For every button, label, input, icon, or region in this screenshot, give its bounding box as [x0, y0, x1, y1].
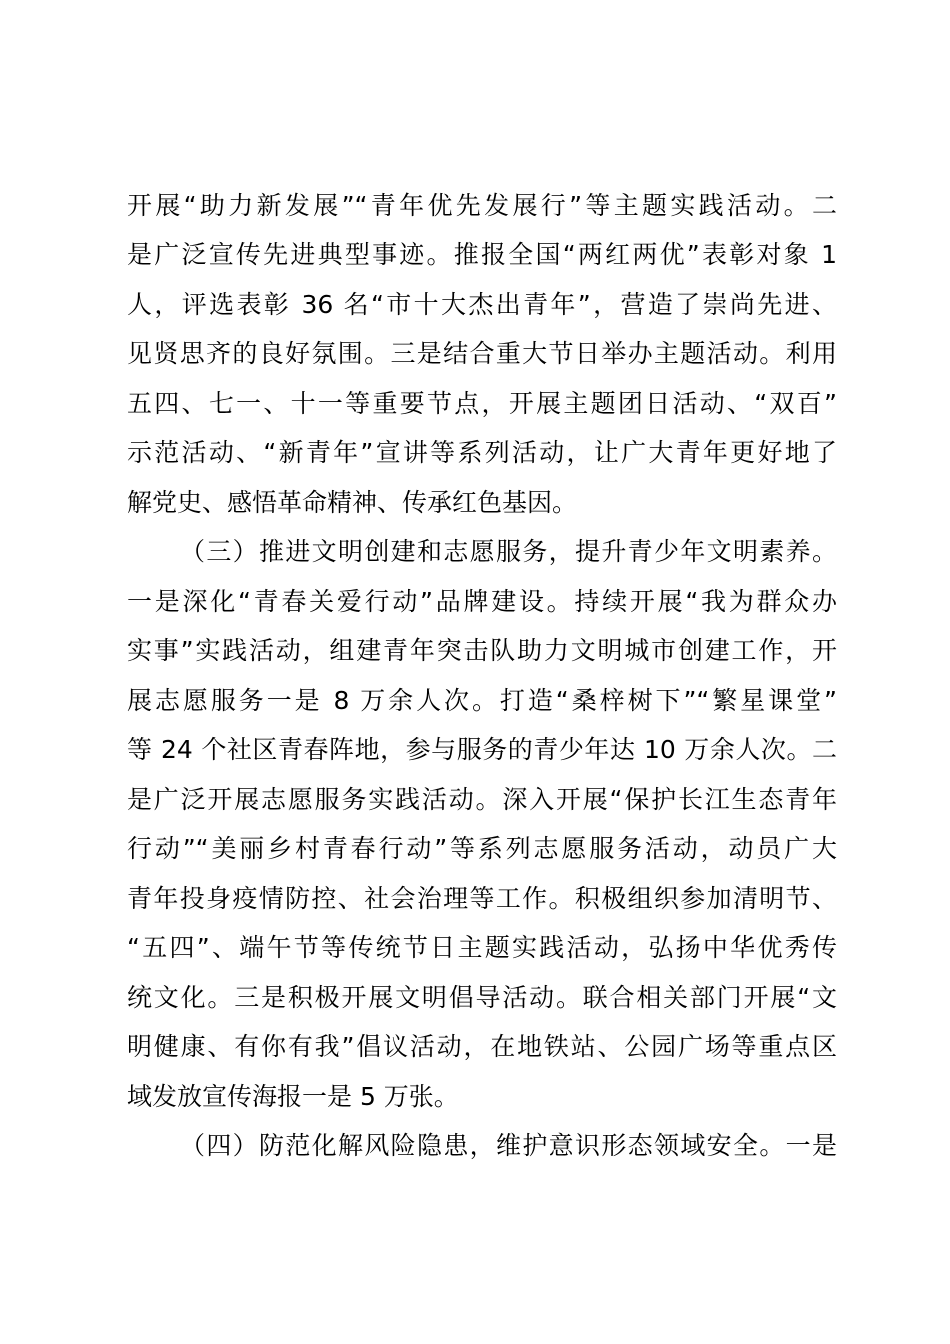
- text-line: 示范活动、“新青年”宣讲等系列活动，让广大青年更好地了: [127, 438, 837, 467]
- text-line: 见贤思齐的良好氛围。三是结合重大节日举办主题活动。利用: [127, 339, 837, 368]
- text-line: 实事”实践活动，组建青年突击队助力文明城市创建工作，开: [127, 636, 837, 665]
- text-line: 五四、七一、十一等重要节点，开展主题团日活动、“双百”: [127, 389, 837, 418]
- text-line: 解党史、感悟革命精神、传承红色基因。: [127, 488, 578, 517]
- text-line: 行动”“美丽乡村青春行动”等系列志愿服务活动，动员广大: [127, 834, 837, 863]
- text-line: 是广泛开展志愿服务实践活动。深入开展“保护长江生态青年: [127, 785, 837, 814]
- text-line: 是广泛宣传先进典型事迹。推报全国“两红两优”表彰对象 1: [127, 240, 837, 269]
- text-line: 开展“助力新发展”“青年优先发展行”等主题实践活动。二: [127, 191, 837, 220]
- text-line: 等 24 个社区青春阵地，参与服务的青少年达 10 万余人次。二: [127, 735, 837, 764]
- text-line: 人，评选表彰 36 名“市十大杰出青年”，营造了崇尚先进、: [127, 290, 837, 319]
- text-line: “五四”、端午节等传统节日主题实践活动，弘扬中华优秀传: [127, 933, 837, 962]
- section-heading: （四）防范化解风险隐患，维护意识形态领域安全。一是: [180, 1131, 837, 1160]
- text-line: 域发放宣传海报一是 5 万张。: [127, 1082, 459, 1111]
- text-line: 统文化。三是积极开展文明倡导活动。联合相关部门开展“文: [127, 983, 837, 1012]
- section-heading: （三）推进文明创建和志愿服务，提升青少年文明素养。: [180, 537, 837, 566]
- text-line: 一是深化“青春关爱行动”品牌建设。持续开展“我为群众办: [127, 587, 837, 616]
- text-line: 明健康、有你有我”倡议活动，在地铁站、公园广场等重点区: [127, 1032, 837, 1061]
- text-line: 青年投身疫情防控、社会治理等工作。积极组织参加清明节、: [127, 884, 837, 913]
- text-line: 展志愿服务一是 8 万余人次。打造“桑梓树下”“繁星课堂”: [127, 686, 837, 715]
